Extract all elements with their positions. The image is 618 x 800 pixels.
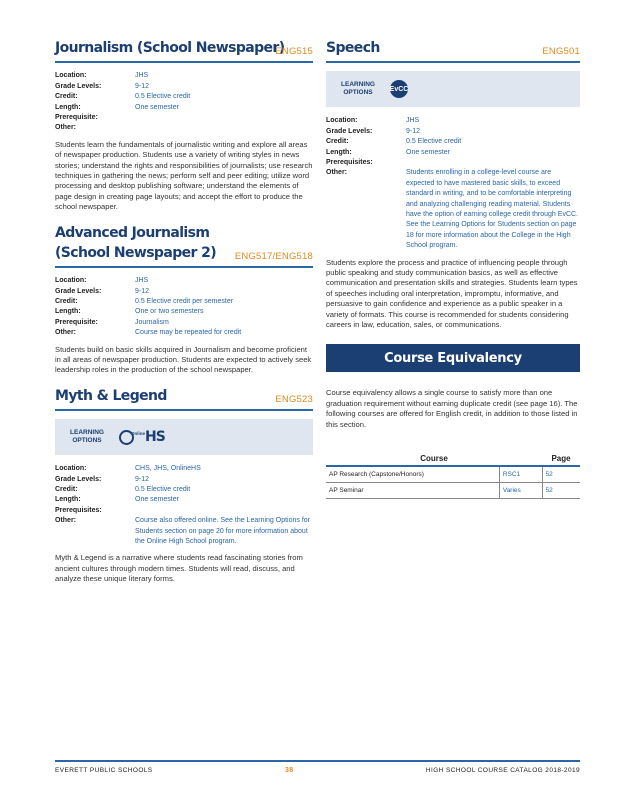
info-value xyxy=(135,113,313,123)
course-equivalency-table xyxy=(326,452,580,499)
learning-options-label: LEARNING OPTIONS xyxy=(341,81,375,97)
info-value: 0.5 Elective credit xyxy=(135,93,191,101)
info-value: 9-12 xyxy=(135,287,150,295)
course-description: Students explore the process and practice of influencing people through public speaking and study communication basics, as well as effective communication and presentation skills and strategies. Students learn types of speeches including oral interpretation, impromptu, informative, and persuasive to gain confidence and experience as a public speaker in a variety of formats. This course is recommended for students considering careers in law, education, sales, or communications. xyxy=(326,257,578,330)
course-title: Journalism (School Newspaper) xyxy=(55,40,285,56)
course-header xyxy=(55,223,313,269)
info-key: Prerequisite: xyxy=(55,113,98,121)
course-title: Myth & Legend xyxy=(55,387,167,404)
right-column xyxy=(326,38,580,499)
info-value: Journalism xyxy=(135,318,169,326)
table-row xyxy=(326,483,580,499)
course-description: Myth & Legend is a narrative where students read fascinating stories from ancient cultures through modern times. Students will read, discuss, and analyze these unique literary forms. xyxy=(55,553,303,584)
info-value: Course may be repeated for credit xyxy=(135,329,242,337)
column-header-page: Page xyxy=(542,452,580,466)
footer-catalog-title: HIGH SCHOOL COURSE CATALOG 2018-2019 xyxy=(425,767,580,774)
course-info xyxy=(55,71,313,133)
info-value xyxy=(135,506,313,516)
info-value: One semester xyxy=(135,103,179,111)
page-cell: 52 xyxy=(542,483,580,499)
info-value: 0.5 Elective credit xyxy=(135,485,191,493)
footer-district: EVERETT PUBLIC SCHOOLS xyxy=(55,767,153,774)
info-key: Other: xyxy=(55,517,76,525)
info-value: Students enrolling in a college-level course are expected to have mastered basic skills, to exceed standard in writing, and to be comfortable interpreting and analyzing challenging reading material. Students have the option of earning college credit through EvCC. See the Learning Options for Students section on page 18 for more information about the College in the High School program. xyxy=(406,169,578,250)
course-equivalency-heading: Course Equivalency xyxy=(326,344,580,372)
info-value: JHS xyxy=(135,72,149,80)
learning-options-box xyxy=(55,419,313,455)
info-key: Grade Levels: xyxy=(55,475,102,483)
course-title: Advanced Journalism (School Newspaper 2) xyxy=(55,224,217,261)
course-code-cell: RSC1 xyxy=(499,466,542,483)
info-value xyxy=(135,123,313,133)
course-description: Students learn the fundamentals of journalistic writing and explore all areas of newspaper production. Students use a variety of writing styles in news stories; understand the rights and responsibilities of journalists; use research techniques in gathering the news; perform self and peer editing; utilize word processing and desktop publishing software; understand the elements of page design in creating page layouts; and accept the effort to produce the school newspaper. xyxy=(55,139,313,212)
course-code: ENG515 xyxy=(275,46,313,58)
course-speech xyxy=(326,38,580,330)
table-header-row xyxy=(326,452,580,466)
column-header-course: Course xyxy=(326,452,542,466)
info-value: 0.5 Elective credit per semester xyxy=(135,297,234,305)
info-key: Credit: xyxy=(55,485,78,493)
info-key: Credit: xyxy=(55,93,78,101)
info-value: One or two semesters xyxy=(135,308,204,316)
page-footer xyxy=(55,760,580,774)
info-key: Length: xyxy=(55,496,81,504)
course-description: Students build on basic skills acquired in Journalism and become proficient in all areas of newspaper production. Students are expected to actively seek leadership roles in the production of the school newspaper. xyxy=(55,344,312,375)
info-key: Grade Levels: xyxy=(55,287,102,295)
info-value xyxy=(406,158,580,168)
course-header xyxy=(326,38,580,63)
course-info xyxy=(55,464,313,547)
info-value: JHS xyxy=(406,117,420,125)
info-value: One semester xyxy=(135,496,179,504)
info-value: 9-12 xyxy=(406,127,421,135)
info-key: Location: xyxy=(326,117,358,125)
info-key: Credit: xyxy=(326,138,349,146)
info-key: Grade Levels: xyxy=(326,127,373,135)
table-row xyxy=(326,466,580,483)
info-key: Length: xyxy=(55,103,81,111)
info-key: Other: xyxy=(55,124,76,132)
info-key: Prerequisites: xyxy=(326,158,373,166)
course-code-cell: Varies xyxy=(499,483,542,499)
info-key: Length: xyxy=(55,308,81,316)
page-number: 38 xyxy=(284,767,294,774)
learning-options-label: LEARNING OPTIONS xyxy=(70,429,104,445)
info-value: Course also offered online. See the Learning Options for Students section on page 20 for more information about the Online High School program. xyxy=(135,517,310,545)
left-column xyxy=(55,38,313,595)
course-title: Speech xyxy=(326,40,380,56)
info-value: 9-12 xyxy=(135,475,150,483)
course-header xyxy=(55,38,313,63)
course-info xyxy=(55,276,313,338)
course-equivalency-description: Course equivalency allows a single course to satisfy more than one graduation requirement without earning duplicate credit (see page 16). The following courses are offered for English credit, in addition to those listed in this section. xyxy=(326,388,578,429)
course-header xyxy=(55,386,313,411)
info-key: Length: xyxy=(326,148,352,156)
info-key: Credit: xyxy=(55,297,78,305)
course-myth-legend xyxy=(55,386,313,585)
info-key: Other: xyxy=(55,329,76,337)
learning-options-box xyxy=(326,71,580,107)
page-cell: 52 xyxy=(542,466,580,483)
info-value: One semester xyxy=(406,148,450,156)
course-code: ENG501 xyxy=(542,46,580,58)
course-advanced-journalism xyxy=(55,223,313,376)
info-value: 0.5 Elective credit xyxy=(406,138,462,146)
online-hs-label: HS xyxy=(145,429,165,446)
course-code: ENG523 xyxy=(275,394,313,406)
info-key: Location: xyxy=(55,72,87,80)
info-key: Location: xyxy=(55,465,87,473)
college-in-hs-icon: EvCC xyxy=(390,80,408,98)
info-value: JHS xyxy=(135,277,149,285)
info-value: CHS, JHS, OnlineHS xyxy=(135,465,201,473)
online-hs-online-label: Online xyxy=(131,431,146,437)
info-value: 9-12 xyxy=(135,82,150,90)
info-key: Prerequisite: xyxy=(55,318,98,326)
online-hs-icon xyxy=(119,429,165,445)
course-code: ENG517/ENG518 xyxy=(234,251,313,263)
course-name-cell: AP Seminar xyxy=(326,483,499,499)
info-key: Other: xyxy=(326,169,347,177)
course-journalism xyxy=(55,38,313,213)
course-name-cell: AP Research (Capstone/Honors) xyxy=(326,466,499,483)
course-info xyxy=(326,116,580,251)
info-key: Location: xyxy=(55,277,87,285)
info-key: Prerequisites: xyxy=(55,506,102,514)
info-key: Grade Levels: xyxy=(55,82,102,90)
